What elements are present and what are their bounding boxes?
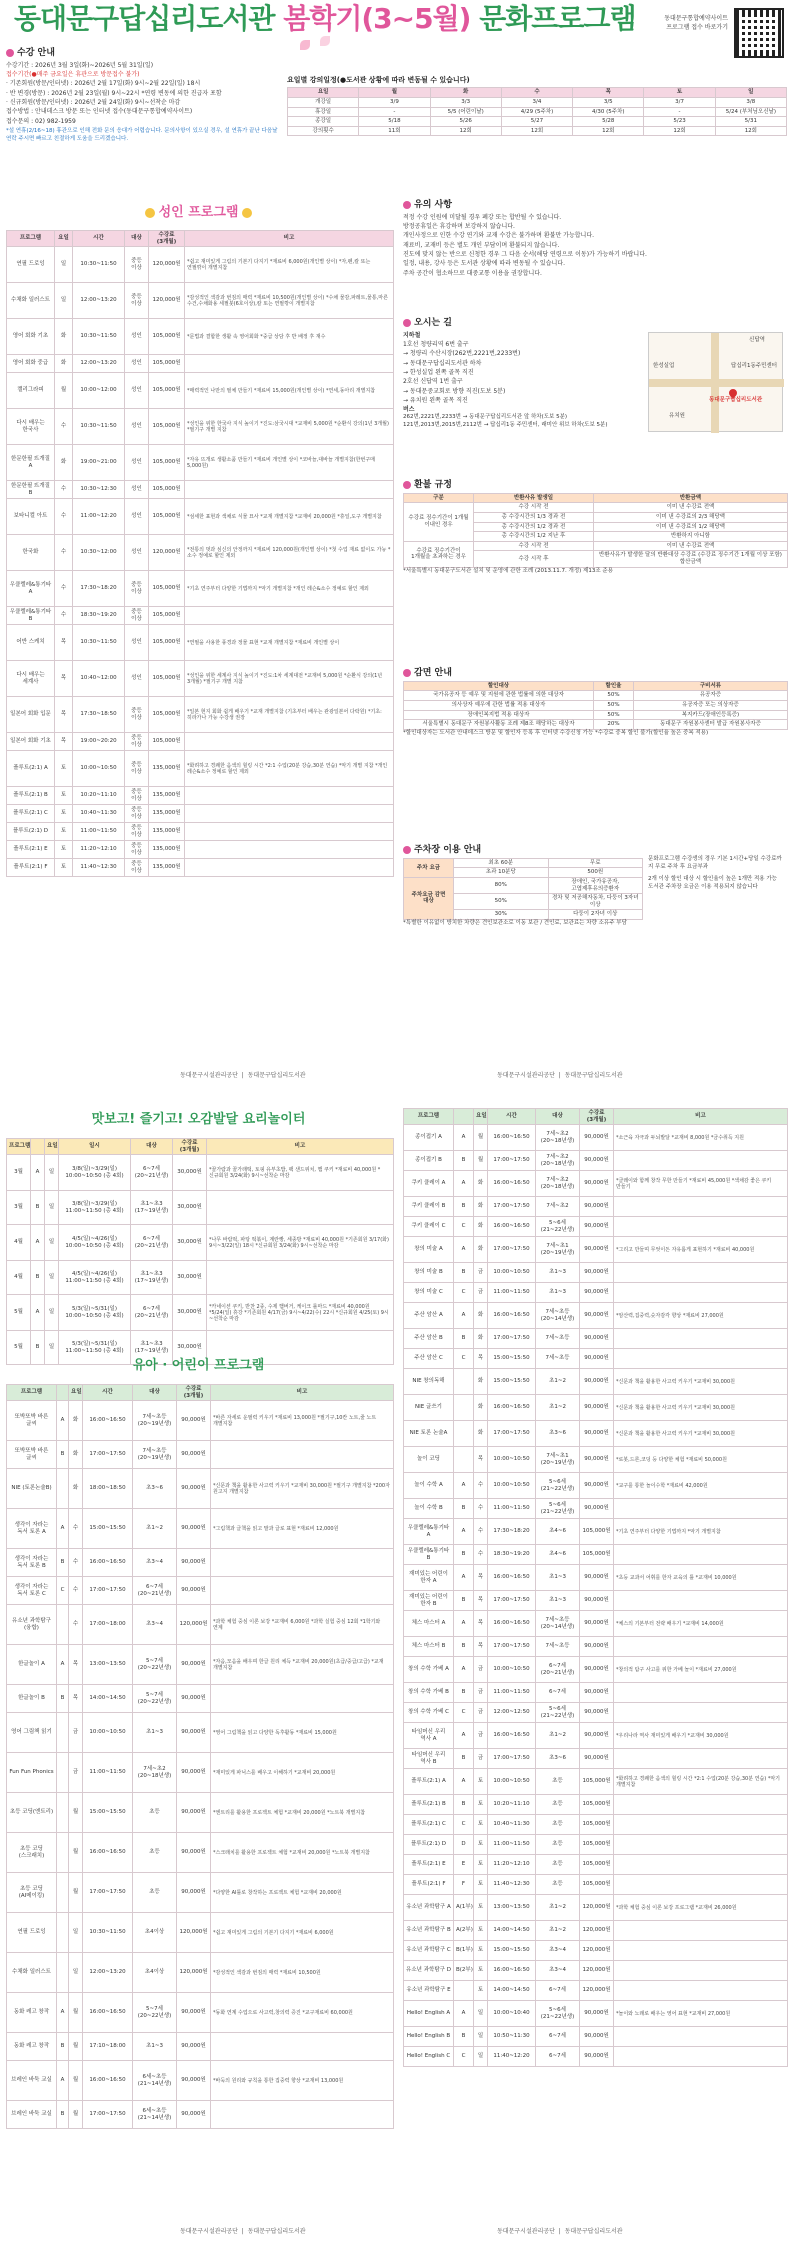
table-row: 연필 드로잉 일 10:30~11:50 초4이상 120,000원 *쉽고 재미있게 그림의 기본기 다지기 *재료비 6,000원 [7, 1913, 394, 1953]
table-row: 다시 배우는 한국사 수 10:30~11:50 성인 105,000원 *성인을 위한 한국사 지식 높이기 *진도:삼국시대 *교재비 5,000원 *순환식 강의(1년 3개월) *필기구 개별 지참 [7, 409, 394, 445]
table-row: 쿠키 클레이 B B 화 17:00~17:50 7세~초2 90,000원 [404, 1197, 788, 1217]
table-row: 타임머신 우리 역사 A A 금 16:00~16:50 초1~2 90,000원 *우리나라 역사 재미있게 배우기 *교재비 30,000원 [404, 1723, 788, 1749]
table-row: 한글놀이 A A 목 13:00~13:50 5~7세 (20~22년생) 90,000원 *자음,모음을 배우며 한글 원리 체득 *교재비 20,000원(초급/중급/고급) *교재 개별지참 [7, 1645, 394, 1685]
table-row: 플루트(2:1) A A 토 10:00~10:50 초등 105,000원 *화려하고 경쾌한 음색의 힐링 시간 *2:1 수업(20분 강습,30분 연습) *악기 개별지참 [404, 1769, 788, 1795]
table-row: 창의 수학 가베 C C 금 12:00~12:50 5~6세 (21~22년생) 90,000원 [404, 1703, 788, 1723]
table-row: 우클렐레&통기타 A A 수 17:30~18:20 초4~6 105,000원 *기초 연주부터 다양한 기법까지 *악기 개별지참 [404, 1519, 788, 1545]
table-row: 한글놀이 B B 목 14:00~14:50 5~7세 (20~22년생) 90,000원 [7, 1685, 394, 1713]
page-title: 동대문구답십리도서관 봄학기(3~5월) 문화프로그램 [14, 2, 636, 35]
table-row: 창의 수학 가베 B B 금 11:00~11:50 6~7세 90,000원 [404, 1683, 788, 1703]
location-pin-icon [403, 319, 411, 327]
table-row: 쿠키 클레이 C C 화 16:00~16:50 5~6세 (21~22년생) 90,000원 [404, 1217, 788, 1237]
table-row: 보타니컬 아트 수 11:00~12:20 성인 105,000원 *섬세한 표현과 색채로 식물 묘사 *교재 개별지참 *교재비 20,000원 *휴일,도구 개별지참 [7, 499, 394, 535]
location-map[interactable]: 동대문구답십리도서관 한성실업 답십리1동주민센터 신답역 유치원 [648, 332, 783, 432]
table-row: 수채화 일러스트 일 12:00~13:20 초4이상 120,000원 *감성적인 색감과 번짐의 매력 *재료비 10,500원 [7, 1953, 394, 1993]
table-row: 플루트(2:1) D 토 11:00~11:50 중등 이상 135,000원 [7, 823, 394, 841]
discount-box: 감면 안내 할인대상 할인율 구비서류 국가유공자 등 예우 및 지원에 관한 법률에 의한 대상자 50% 유공자증 의사상자 예우에 관한 법률 적용 대상자 50% 유공자증 또는 의상자증 장애인복지법 적용 대상자 50% 복지카드(장애인등록증) 서울특별시 동대문구 자원봉사활동 조례 제8조 해당하는 대상자 20% 동대문구 자원봉사센터 발급 자원봉사자증 *할인대상자는 도서관 안내데스크 방문 및 할인자 등록 후 인터넷 수강신청 가능 *수강료 중복 할인 불가(할인율 높은 중복 적용) [403, 668, 788, 738]
footer-logos: 동대문구시설관리공단 | 동대문구답십리도서관 [180, 1072, 306, 1079]
panel-info: 동대문구통합예약사이트 프로그램 접수 바로가기 요일별 강의일정(●도서관 상황에 따라 변동될 수 있습니다) 요일 월 화 수 목 토 일 개강일 3/9 3/3 3/4 3/5 3/7 3/8 휴강일 - 5/5 (어린이날) 4/29 (5주차) 4/30 (5주차) - 5/24 (부처님오신날) 종강일 5/18 5/26 5/27 5/28 5/23 5/31 강의횟수 11회 12회 12회 12회 12회 12회 유의 사항 적정 수강 인원에 미달될 경우 폐강 또는 합반될 수 있습니다. 방정공휴일은 휴강하며 보강하지 않습니다. 개인사정으로 인한 수강 연기와 교재 수강은 불가하며 환불만 가능합니다. 재료비, 교재비 등은 별도 개인 부담이며 환불되지 않습니다. 진도에 맞지 않는 반으로 신청한 경우 그 다음 순서(해당 연령으로 이동)가 가능하기 바랍니다. 일정, 내용, 강사 등은 도서관 상황에 따라 변동될 수 있습니다. 주차 공간이 협소하므로 대중교통 이용을 권장합니다. 오시는 길 지하철 1호선 청량리역 6번 출구 → 청량리 수산시장(262번,2221번,2233번) → 동대문구답십리도서관 하차 → 한성실업 왼쪽 골목 직진 2호선 신답역 1번 출구 → 동대문중교회로 방향 직진(도보 5분) → 유치원 왼쪽 골목 직진 버스 262번,2221번,2233번 → 동대문구답십리도서관 앞 하차(도보 5분) 121번,2013번,2015번,2112번 → 답십리1동 주민센터, 래미안 위브 하차(도보 5분) 동대문구답십리도서관 한성실업 답십리1동주민센터 신답역 유치원 환불 규정 구분 반환사유 발생일 반환금액 수강료 징수기간이 1개월 이내인 경우 수강 시작 전 이미 낸 수강료 전액 총 수강시간의 1/3 경과 전 이미 낸 수강료의 2/3 해당액 총 수강시간의 1/2 경과 전 이미 낸 수강료의 1/2 해당액 총 수강시간의 1/2 지난 후 반환하지 아니함 수강료 징수기간이 1개월을 초과하는 경우 수강 시작 전 이미 낸 수강료 전액 수강 시작 후 반환사유가 발생한 달의 반환대상 수강료 (수강료 징수기간 1개월 이상 포함) 합산금액 *서울특별시 동대문구도서관 설치 및 운영에 관한 조례 (2013.11.7. 개정) 제13조 준용 감면 안내 할인대상 할인율 구비서류 국가유공자 등 예우 및 지원에 관한 법률에 의한 대상자 50% 유공자증 의사상자 예우에 관한 법률 적용 대상자 50% 유공자증 또는 의상자증 장애인복지법 적용 대상자 50% 복지카드(장애인등록증) 서울특별시 동대문구 자원봉사활동 조례 제8조 해당하는 대상자 20% 동대문구 자원봉사센터 발급 자원봉사자증 *할인대상자는 도서관 안내데스크 방문 및 할인자 등록 후 인터넷 수강신청 가능 *수강료 중복 할인 불가(할인율 높은 중복 적용) 주차장 이용 안내 주차 요금 최초 60분 무료 초과 10분당 500원 주차요금 감면 대상 80% 장애인, 국가유공자, 고엽제후유의증환자 50% 경차 및 저공해자동차, 다둥이 3자녀 이상 30% 다둥이 2자녀 이상 문화프로그램 수강생의 경우 기본 1시간+당일 수강료까지 무료 주차 후 요금부과 2개 이상 할인 대상 시 할인율이 높은 1개만 적용 가능 도서관 주차장 요금은 이용 적용되지 않습니다 *특별한 이유없이 방치한 차량은 견인보관소로 이동 보관 / 견인료, 보관료는 차량 소유주 부담 동대문구시설관리공단 | 동대문구답십리도서관 [397, 0, 794, 1090]
table-row: 우클렐레&통기타 A 수 17:30~18:20 중등 이상 105,000원 *기초 연주부터 다양한 기법까지 *악기 개별지참 *개인 레슨&소수 정예로 할인 제외 [7, 571, 394, 607]
table-row: 재미있는 어린이 한자 A A 목 16:00~16:50 초1~3 90,000원 *초등 교과서 어휘를 한자 교육의 틀 *교재비 10,000원 [404, 1565, 788, 1591]
kids-band: 유아 · 어린이 프로그램 [132, 1358, 265, 1373]
table-row: 유소년 과학탐구 A A(1부) 토 13:00~13:50 초1~2 120,000원 *과학 체험 중심 이론 보강 프로그램 *교재비 26,000원 [404, 1895, 788, 1921]
table-row: 창의 미술 B B 금 10:00~10:50 초1~3 90,000원 [404, 1263, 788, 1283]
table-row: 3월 A 일 3/8(일)~3/29(일) 10:00~10:50 (총 4회) 6~7세 (20~21년생) 30,000원 *꿀가람과 꿀가래떡, 토핑 유부초밥, 팩 샌드위치, 햄 쿠키 *재료비 40,000원 *신규회원 3/24(화) 9시~선착순 마감 [7, 1155, 394, 1191]
refund-icon [403, 481, 411, 489]
table-row: 체스 마스터 B B 목 17:00~17:50 7세~초등 90,000원 [404, 1637, 788, 1657]
table-row: 플루트(2:1) F 토 11:40~12:30 중등 이상 135,000원 [7, 859, 394, 877]
table-row: 또박또박 바른 글씨 A 화 16:00~16:50 7세~초등 (20~19년생) 90,000원 *바른 자세로 운필력 키우기 *재료비 13,000원 *필기구,10칸 노트,줄 노트 개별지참 [7, 1401, 394, 1441]
table-row: NIE 글쓰기 화 16:00~16:50 초1~2 90,000원 *신문과 책을 활용한 사고력 키우기 *교재비 30,000원 [404, 1395, 788, 1421]
parking-icon [403, 846, 411, 854]
right-table: 프로그램 요일 시간 대상 수강료 (3개월) 비고 종이접기 A A 월 16:00~16:50 7세~초2 (20~18년생) 90,000원 *소근육 자극과 두뇌발달 *교재비 8,000원 *금수취득 지원 종이접기 B B 월 17:00~17:50 7세~초2 (20~18년생) 90,000원 쿠키 클레이 A A 화 16:00~16:50 7세~초2 (20~18년생) 90,000원 *클레이와 함께 창작 무한 만들기 *재료비 45,000원 *색채감 좋은 쿠키 만들기 쿠키 클레이 B B 화 17:00~17:50 7세~초2 90,000원 쿠키 클레이 C C 화 16:00~16:50 5~6세 (21~22년생) 90,000원 창의 미술 A A 화 17:00~17:50 7세~초1 (20~19년생) 90,000원 *그리고 만들며 무엇이든 자유롭게 표현하기 *재료비 40,000원 창의 미술 B B 금 10:00~10:50 초1~3 90,000원 창의 미술 C C 금 11:00~11:50 초1~3 90,000원 주산 암산 A A 화 16:00~16:50 7세~초등 (20~14년생) 90,000원 *암산력,집중력,숫자감각 향상 *재료비 27,000원 주산 암산 B B 화 17:00~17:50 7세~초등 90,000원 주산 암산 C C 목 15:00~15:50 7세~초등 90,000원 NIE 창의독해 화 15:00~15:50 초1~2 90,000원 *신문과 책을 활용한 사고력 키우기 *교재비 30,000원 NIE 글쓰기 화 16:00~16:50 초1~2 90,000원 *신문과 책을 활용한 사고력 키우기 *교재비 30,000원 NIE 토론 논술A 화 17:00~17:50 초3~6 90,000원 *신문과 책을 활용한 사고력 키우기 *교재비 30,000원 놀이 코딩 목 10:00~10:50 7세~초1 (20~19년생) 90,000원 *로봇,드론,코딩 등 다양한 체험 *재료비 50,000원 놀이 수학 A A 수 10:00~10:50 5~6세 (21~22년생) 90,000원 *교구를 통한 놀이수학 *재료비 42,000원 놀이 수학 B B 수 11:00~11:50 5~6세 (21~22년생) 90,000원 우클렐레&통기타 A A 수 17:30~18:20 초4~6 105,000원 *기초 연주부터 다양한 기법까지 *악기 개별지참 우클렐레&통기타 B B 수 18:30~19:20 초4~6 105,000원 재미있는 어린이 한자 A A 목 16:00~16:50 초1~3 90,000원 *초등 교과서 어휘를 한자 교육의 틀 *교재비 10,000원 재미있는 어린이 한자 B B 목 17:00~17:50 초1~3 90,000원 체스 마스터 A A 목 16:00~16:50 7세~초등 (20~14년생) 90,000원 *체스의 기본부터 전략 배우기 *교재비 14,000원 체스 마스터 B B 목 17:00~17:50 7세~초등 90,000원 창의 수학 가베 A A 금 10:00~10:50 6~7세 (20~21년생) 90,000원 *창의적 탐구 사고를 위한 가베 놀이 *재료비 27,000원 창의 수학 가베 B B 금 11:00~11:50 6~7세 90,000원 창의 수학 가베 C C 금 12:00~12:50 5~6세 (21~22년생) 90,000원 타임머신 우리 역사 A A 금 16:00~16:50 초1~2 90,000원 *우리나라 역사 재미있게 배우기 *교재비 30,000원 타임머신 우리 역사 B B 금 17:00~17:50 초3~6 90,000원 플루트(2:1) A A 토 10:00~10:50 초등 105,000원 *화려하고 경쾌한 음색의 힐링 시간 *2:1 수업(20분 강습,30분 연습) *악기 개별지참 플루트(2:1) B B 토 10:20~11:10 초등 105,000원 플루트(2:1) C C 토 10:40~11:30 초등 105,000원 플루트(2:1) D D 토 11:00~11:50 초등 105,000원 플루트(2:1) E E 토 11:20~12:10 초등 105,000원 플루트(2:1) F F 토 11:40~12:30 초등 105,000원 유소년 과학탐구 A A(1부) 토 13:00~13:50 초1~2 120,000원 *과학 체험 중심 이론 보강 프로그램 *교재비 26,000원 유소년 과학탐구 B A(2부) 토 14:00~14:50 초1~2 120,000원 유소년 과학탐구 C B(1부) 토 15:00~15:50 초3~4 120,000원 유소년 과학탐구 D B(2부) 토 16:00~16:50 초3~4 120,000원 유소년 과학탐구 E 토 14:00~14:50 6~7세 120,000원 Hello! English A A 일 10:00~10:40 5~6세 (21~22년생) 90,000원 *놀이와 노래로 배우는 영어 표현 *교재비 27,000원 Hello! English B B 일 10:50~11:30 6~7세 90,000원 Hello! English C C 일 11:40~12:20 6~7세 90,000원 [403, 1108, 788, 2067]
table-row: 놀이 수학 B B 수 11:00~11:50 5~6세 (21~22년생) 90,000원 [404, 1499, 788, 1519]
table-row: 플루트(2:1) E 토 11:20~12:10 중등 이상 135,000원 [7, 841, 394, 859]
table-row: NIE (토론논술B) 화 18:00~18:50 초3~6 90,000원 *신문과 책을 활용한 사고력 키우기 *교재비 30,000원 *필기구 개별지참 *200자 원고지 개별지참 [7, 1469, 394, 1509]
table-row: 영어 회화 기초 화 10:30~11:50 성인 105,000원 *문법과 결합한 생활 속 영어회화 *중급 상담 후 반 배정 후 재수 [7, 319, 394, 355]
table-row: 일본어 회화 기초 목 19:00~20:20 중등 이상 105,000원 [7, 733, 394, 751]
table-row: 플루트(2:1) B B 토 10:20~11:10 초등 105,000원 [404, 1795, 788, 1815]
directions-box: 오시는 길 지하철 1호선 청량리역 6번 출구 → 청량리 수산시장(262번,2221번,2233번) → 동대문구답십리도서관 하차 → 한성실업 왼쪽 골목 직진 2호선 신답역 1번 출구 → 동대문중교회로 방향 직진(도보 5분) → 유치원 왼쪽 골목 직진 버스 262번,2221번,2233번 → 동대문구답십리도서관 앞 하차(도보 5분) 121번,2013번,2015번,2112번 → 답십리1동 주민센터, 래미안 위브 하차(도보 5분) 동대문구답십리도서관 한성실업 답십리1동주민센터 신답역 유치원 [403, 318, 788, 478]
table-row: Fun Fun Phonics 금 11:00~11:50 7세~초2 (20~18년생) 90,000원 *재미있게 파닉스를 배우고 이해하기 *교재비 20,000원 [7, 1753, 394, 1793]
table-row: 플루트(2:1) C 토 10:40~11:30 중등 이상 135,000원 [7, 805, 394, 823]
table-row: 캘리그라피 월 10:00~12:00 성인 105,000원 *매력적인 나만의 필체 만들기 *재료비 15,000원(개인별 상이) *연세,동아리 개별지참 [7, 373, 394, 409]
refund-box: 환불 규정 구분 반환사유 발생일 반환금액 수강료 징수기간이 1개월 이내인 경우 수강 시작 전 이미 낸 수강료 전액 총 수강시간의 1/3 경과 전 이미 낸 수강료의 2/3 해당액 총 수강시간의 1/2 경과 전 이미 낸 수강료의 1/2 해당액 총 수강시간의 1/2 지난 후 반환하지 아니함 수강료 징수기간이 1개월을 초과하는 경우 수강 시작 전 이미 낸 수강료 전액 수강 시작 후 반환사유가 발생한 달의 반환대상 수강료 (수강료 징수기간 1개월 이상 포함) 합산금액 *서울특별시 동대문구도서관 설치 및 운영에 관한 조례 (2013.11.7. 개정) 제13조 준용 [403, 480, 788, 576]
table-row: 우클렐레&통기타 B B 수 18:30~19:20 초4~6 105,000원 [404, 1545, 788, 1565]
table-row: 놀이 수학 A A 수 10:00~10:50 5~6세 (21~22년생) 90,000원 *교구를 통한 놀이수학 *재료비 42,000원 [404, 1473, 788, 1499]
table-row: 한문한필 뜨개질 A 화 19:00~21:00 성인 105,000원 *자유 뜨개로 생활소품 만들기 *재료비 개인별 상이 *코바늘,대바늘 개별지참(한번구매 5,000원) [7, 445, 394, 481]
adult-table: 프로그램 요일 시간 대상 수강료 (3개월) 비고 연필 드로잉 일 10:30~11:50 중등 이상 120,000원 *쉽고 재미있게 그림의 기본기 다지기 *재료비 6,000원(개인별 상이) *자,펜,칼 또는 연필깎이 개별지참 수채화 일러스트 일 12:00~13:20 중등 이상 120,000원 *감성적인 색감과 번짐의 매력 *재료비 10,500원(개인별 상이) *수채 물감,파레트,물통,마른 수건,수채화용 세필붓(6호이상),칼 또는 연필깎이 개별지참 영어 회화 기초 화 10:30~11:50 성인 105,000원 *문법과 결합한 생활 속 영어회화 *중급 상담 후 반 배정 후 재수 영어 회화 중급 화 12:00~13:20 성인 105,000원 캘리그라피 월 10:00~12:00 성인 105,000원 *매력적인 나만의 필체 만들기 *재료비 15,000원(개인별 상이) *연세,동아리 개별지참 다시 배우는 한국사 수 10:30~11:50 성인 105,000원 *성인을 위한 한국사 지식 높이기 *진도:삼국시대 *교재비 5,000원 *순환식 강의(1년 3개월) *필기구 개별 지참 한문한필 뜨개질 A 화 19:00~21:00 성인 105,000원 *자유 뜨개로 생활소품 만들기 *재료비 개인별 상이 *코바늘,대바늘 개별지참(한번구매 5,000원) 한문한필 뜨개질 B 수 10:30~12:30 성인 105,000원 보타니컬 아트 수 11:00~12:20 성인 105,000원 *섬세한 표현과 색채로 식물 묘사 *교재 개별지참 *교재비 20,000원 *휴일,도구 개별지참 한국화 수 10:30~12:00 성인 120,000원 *전통의 멋과 심신의 안정까지 *재료비 120,000원(개인별 상이) *첫 수업 재료 없이도 가능 *소수 정예로 할인 제외 우클렐레&통기타 A 수 17:30~18:20 중등 이상 105,000원 *기초 연주부터 다양한 기법까지 *악기 개별지참 *개인 레슨&소수 정예로 할인 제외 우클렐레&통기타 B 수 18:30~19:20 중등 이상 105,000원 어반 스케치 목 10:30~11:50 성인 105,000원 *연필을 사용한 풍경과 정물 표현 *교재 개별지참 *재료비 개인별 상이 다시 배우는 세계사 목 10:40~12:00 성인 105,000원 *성인을 위한 세계사 지식 높이기 *진도:1차 세계대전 *교재비 5,000원 *순환식 강의(1년 3개월) *필기구 개별 지참 일본어 회화 입문 목 17:30~18:50 중등 이상 105,000원 *일본 현지 회화 쉽게 배우기 *교재 개별지참 (기초부터 배우는 관광일본어 다락원) *기초:히라가나 가능 수강생 권장 일본어 회화 기초 목 19:00~20:20 중등 이상 105,000원 플루트(2:1) A 토 10:00~10:50 중등 이상 135,000원 *화려하고 경쾌한 음색의 힐링 시간 *2:1 수업(20분 강습,30분 연습) *악기 개별 지참 *개인 레슨&소수 정예로 할인 제외 플루트(2:1) B 토 10:20~11:10 중등 이상 135,000원 플루트(2:1) C 토 10:40~11:30 중등 이상 135,000원 플루트(2:1) D 토 11:00~11:50 중등 이상 135,000원 플루트(2:1) E 토 11:20~12:10 중등 이상 135,000원 플루트(2:1) F 토 11:40~12:30 중등 이상 135,000원 [6, 230, 394, 877]
table-row: 타임머신 우리 역사 B B 금 17:00~17:50 초3~6 90,000원 [404, 1749, 788, 1769]
table-row: Hello! English A A 일 10:00~10:40 5~6세 (21~22년생) 90,000원 *놀이와 노래로 배우는 영어 표현 *교재비 27,000원 [404, 2001, 788, 2027]
table-row: 5월 A 일 5/3(일)~5/31(일) 10:00~10:50 (총 4회) 6~7세 (20~21년생) 30,000원 *카네이션 쿠키, 반찬 2종, 수제 햄버거, 케이크 롤마드 *재료비 40,000원 *5/24(일) 휴강 *기존회원 4/17(금) 9시~4/22(수) 22시 *신규회원 4/25(토) 9시~선착순 마감 [7, 1295, 394, 1331]
table-row: 어반 스케치 목 10:30~11:50 성인 105,000원 *연필을 사용한 풍경과 정물 표현 *교재 개별지참 *재료비 개인별 상이 [7, 625, 394, 661]
discount-icon [403, 669, 411, 677]
table-row: 3월 B 일 3/8(일)~3/29(일) 11:00~11:50 (총 4회) 초1~초3 (17~19년생) 30,000원 [7, 1191, 394, 1225]
table-row: 창의 미술 C C 금 11:00~11:50 초1~3 90,000원 [404, 1283, 788, 1303]
table-row: 연필 드로잉 일 10:30~11:50 중등 이상 120,000원 *쉽고 재미있게 그림의 기본기 다지기 *재료비 6,000원(개인별 상이) *자,펜,칼 또는 연필깎이 개별지참 [7, 247, 394, 283]
table-row: 4월 A 일 4/5(일)~4/26(일) 10:00~10:50 (총 4회) 6~7세 (20~21년생) 30,000원 *나무 바람떡, 파탕 떡볶이, 계란빵, 세종방 *재료비 40,000원 *기존회원 3/17(화) 9시~3/22(일) 18시 *신규회원 3/24(화) 9시~선착순 마감 [7, 1225, 394, 1261]
table-row: 우클렐레&통기타 B 수 18:30~19:20 중등 이상 105,000원 [7, 607, 394, 625]
table-row: 주산 암산 B B 화 17:00~17:50 7세~초등 90,000원 [404, 1329, 788, 1349]
table-row: 유소년 과학탐구(융합) 수 17:00~18:00 초3~4 120,000원 *과학 체험 중심 이론 보강 *교재비 6,000원 *과학 실험 중심 12회 *1학기와 연계 [7, 1605, 394, 1645]
table-row: 창의 수학 가베 A A 금 10:00~10:50 6~7세 (20~21년생) 90,000원 *창의적 탐구 사고를 위한 가베 놀이 *재료비 27,000원 [404, 1657, 788, 1683]
table-row: 유소년 과학탐구 B A(2부) 토 14:00~14:50 초1~2 120,000원 [404, 1921, 788, 1941]
notes-list: 적정 수강 인원에 미달될 경우 폐강 또는 합반될 수 있습니다. 방정공휴일은 휴강하며 보강하지 않습니다. 개인사정으로 인한 수강 연기와 교재 수강은 불가하며 환불만 가능합니다. 재료비, 교재비 등은 별도 개인 부담이며 환불되지 않습니다. 진도에 맞지 않는 반으로 신청한 경우 그 다음 순서(해당 연령으로 이동)가 가능하기 바랍니다. 일정, 내용, 강사 등은 도서관 상황에 따라 변동될 수 있습니다. 주차 공간이 협소하므로 대중교통 이용을 권장합니다. [403, 213, 647, 277]
info-list: 수강기간 : 2026년 3월 3일(화)~2026년 5월 31일(일) 접수기간(●매주 금요일은 휴관으로 방문접수 불가) · 기존회원(방문/인터넷) : 2026년 2월 17일(화) 9시~2월 22일(일) 18시 · 반 변경(방문) : 2026년 2월 23일(월) 9시~22시 *연령 변동에 의한 진급자 포함 · 신규회원(방문/인터넷) : 2026년 2월 24일(화) 9시~선착순 마감 접수방법 : 안내데스크 방문 또는 인터넷 접수(동대문구통합예약사이트) 접수문의 : 02) 982-1959 [6, 61, 222, 125]
cook-table: 프로그램 요일 일시 대상 수강료 (3개월) 비고 3월 A 일 3/8(일)~3/29(일) 10:00~10:50 (총 4회) 6~7세 (20~21년생) 30,000원 *꿀가람과 꿀가래떡, 토핑 유부초밥, 팩 샌드위치, 햄 쿠키 *재료비 40,000원 *신규회원 3/24(화) 9시~선착순 마감 3월 B 일 3/8(일)~3/29(일) 11:00~11:50 (총 4회) 초1~초3 (17~19년생) 30,000원 4월 A 일 4/5(일)~4/26(일) 10:00~10:50 (총 4회) 6~7세 (20~21년생) 30,000원 *나무 바람떡, 파탕 떡볶이, 계란빵, 세종방 *재료비 40,000원 *기존회원 3/17(화) 9시~3/22(일) 18시 *신규회원 3/24(화) 9시~선착순 마감 4월 B 일 4/5(일)~4/26(일) 11:00~11:50 (총 4회) 초1~초3 (17~19년생) 30,000원 5월 A 일 5/3(일)~5/31(일) 10:00~10:50 (총 4회) 6~7세 (20~21년생) 30,000원 *카네이션 쿠키, 반찬 2종, 수제 햄버거, 케이크 롤마드 *재료비 40,000원 *5/24(일) 휴강 *기존회원 4/17(금) 9시~4/22(수) 22시 *신규회원 4/25(토) 9시~선착순 마감 5월 B 일 5/3(일)~5/31(일) 11:00~11:50 (총 4회) 초1~초3 (17~19년생) 30,000원 [6, 1138, 394, 1365]
schedule-row: 개강일 3/9 3/3 3/4 3/5 3/7 3/8 [288, 97, 787, 107]
table-row: 수채화 일러스트 일 12:00~13:20 중등 이상 120,000원 *감성적인 색감과 번짐의 매력 *재료비 10,500원(개인별 상이) *수채 물감,파레트,물통,마른 수건,수채화용 세필붓(6호이상),칼 또는 연필깎이 개별지참 [7, 283, 394, 319]
panel-kids: 맛보고! 즐기고! 오감발달 요리놀이터 프로그램 요일 일시 대상 수강료 (3개월) 비고 3월 A 일 3/8(일)~3/29(일) 10:00~10:50 (총 4회) 6~7세 (20~21년생) 30,000원 *꿀가람과 꿀가래떡, 토핑 유부초밥, 팩 샌드위치, 햄 쿠키 *재료비 40,000원 *신규회원 3/24(화) 9시~선착순 마감 3월 B 일 3/8(일)~3/29(일) 11:00~11:50 (총 4회) 초1~초3 (17~19년생) 30,000원 4월 A 일 4/5(일)~4/26(일) 10:00~10:50 (총 4회) 6~7세 (20~21년생) 30,000원 *나무 바람떡, 파탕 떡볶이, 계란빵, 세종방 *재료비 40,000원 *기존회원 3/17(화) 9시~3/22(일) 18시 *신규회원 3/24(화) 9시~선착순 마감 4월 B 일 4/5(일)~4/26(일) 11:00~11:50 (총 4회) 초1~초3 (17~19년생) 30,000원 5월 A 일 5/3(일)~5/31(일) 10:00~10:50 (총 4회) 6~7세 (20~21년생) 30,000원 *카네이션 쿠키, 반찬 2종, 수제 햄버거, 케이크 롤마드 *재료비 40,000원 *5/24(일) 휴강 *기존회원 4/17(금) 9시~4/22(수) 22시 *신규회원 4/25(토) 9시~선착순 마감 5월 B 일 5/3(일)~5/31(일) 11:00~11:50 (총 4회) 초1~초3 (17~19년생) 30,000원 유아 · 어린이 프로그램 프로그램 요일 시간 대상 수강료 (3개월) 비고 또박또박 바른 글씨 A 화 16:00~16:50 7세~초등 (20~19년생) 90,000원 *바른 자세로 운필력 키우기 *재료비 13,000원 *필기구,10칸 노트,줄 노트 개별지참 또박또박 바른 글씨 B 화 17:00~17:50 7세~초등 (20~19년생) 90,000원 NIE (토론논술B) 화 18:00~18:50 초3~6 90,000원 *신문과 책을 활용한 사고력 키우기 *교재비 30,000원 *필기구 개별지참 *200자 원고지 개별지참 생각이 자라는 독서 토론 A A 수 15:00~15:50 초1~2 90,000원 *그림책과 글책을 읽고 말과 글로 표현 *재료비 12,000원 생각이 자라는 독서 토론 B B 수 16:00~16:50 초3~4 90,000원 생각이 자라는 독서 토론 C C 수 17:00~17:50 6~7세 (20~21년생) 90,000원 유소년 과학탐구(융합) 수 17:00~18:00 초3~4 120,000원 *과학 체험 중심 이론 보강 *교재비 6,000원 *과학 실험 중심 12회 *1학기와 연계 한글놀이 A A 목 13:00~13:50 5~7세 (20~22년생) 90,000원 *자음,모음을 배우며 한글 원리 체득 *교재비 20,000원(초급/중급/고급) *교재 개별지참 한글놀이 B B 목 14:00~14:50 5~7세 (20~22년생) 90,000원 영어 그림책 읽기 금 10:00~10:50 초1~3 90,000원 *영어 그림책을 읽고 다양한 독후활동 *재료비 15,000원 Fun Fun Phonics 금 11:00~11:50 7세~초2 (20~18년생) 90,000원 *재미있게 파닉스를 배우고 이해하기 *교재비 20,000원 초등 코딩(엔트리) 월 15:00~15:50 초등 90,000원 *엔트리를 활용한 프로젝트 체험 *교재비 20,000원 *노트북 개별지참 초등 코딩(스크래치) 월 16:00~16:50 초등 90,000원 *스크래치를 활용한 프로젝트 체험 *교재비 20,000원 *노트북 개별지참 초등 코딩(AI메이킹) 월 17:00~17:50 초등 90,000원 *다양한 AI툴로 창작하는 프로젝트 체험 *교재비 20,000원 연필 드로잉 일 10:30~11:50 초4이상 120,000원 *쉽고 재미있게 그림의 기본기 다지기 *재료비 6,000원 수채화 일러스트 일 12:00~13:20 초4이상 120,000원 *감성적인 색감과 번짐의 매력 *재료비 10,500원 동화 레고 창작 A 월 16:00~16:50 5~7세 (20~22년생) 90,000원 *동화 연계 수업으로 사고력,창의력 증진 *교구재료비 60,000원 동화 레고 창작 B 월 17:10~18:00 초1~3 90,000원 브레인 바둑 교실 A 월 16:00~16:50 6세~초등 (21~14년생) 90,000원 *바둑의 원리와 규칙을 통한 집중력 향상 *교재비 13,000원 브레인 바둑 교실 B 월 17:00~17:50 6세~초등 (21~14년생) 90,000원 동대문구시설관리공단 | 동대문구답십리도서관 [0, 1100, 397, 2246]
table-row: 생각이 자라는 독서 토론 B B 수 16:00~16:50 초3~4 90,000원 [7, 1549, 394, 1577]
parking-box: 주차장 이용 안내 주차 요금 최초 60분 무료 초과 10분당 500원 주차요금 감면 대상 80% 장애인, 국가유공자, 고엽제후유의증환자 50% 경차 및 저공해자동차, 다둥이 3자녀 이상 30% 다둥이 2자녀 이상 문화프로그램 수강생의 경우 기본 1시간+당일 수강료까지 무료 주차 후 요금부과 2개 이상 할인 대상 시 할인율이 높은 1개만 적용 가능 도서관 주차장 요금은 이용 적용되지 않습니다 *특별한 이유없이 방치한 차량은 견인보관소로 이동 보관 / 견인료, 보관료는 차량 소유주 부담 [403, 845, 782, 926]
table-row: 체스 마스터 A A 목 16:00~16:50 7세~초등 (20~14년생) 90,000원 *체스의 기본부터 전략 배우기 *교재비 14,000원 [404, 1611, 788, 1637]
schedule-row: 종강일 5/18 5/26 5/27 5/28 5/23 5/31 [288, 117, 787, 127]
info-icon [6, 49, 14, 57]
kids-table: 프로그램 요일 시간 대상 수강료 (3개월) 비고 또박또박 바른 글씨 A 화 16:00~16:50 7세~초등 (20~19년생) 90,000원 *바른 자세로 운필력 키우기 *재료비 13,000원 *필기구,10칸 노트,줄 노트 개별지참 또박또박 바른 글씨 B 화 17:00~17:50 7세~초등 (20~19년생) 90,000원 NIE (토론논술B) 화 18:00~18:50 초3~6 90,000원 *신문과 책을 활용한 사고력 키우기 *교재비 30,000원 *필기구 개별지참 *200자 원고지 개별지참 생각이 자라는 독서 토론 A A 수 15:00~15:50 초1~2 90,000원 *그림책과 글책을 읽고 말과 글로 표현 *재료비 12,000원 생각이 자라는 독서 토론 B B 수 16:00~16:50 초3~4 90,000원 생각이 자라는 독서 토론 C C 수 17:00~17:50 6~7세 (20~21년생) 90,000원 유소년 과학탐구(융합) 수 17:00~18:00 초3~4 120,000원 *과학 체험 중심 이론 보강 *교재비 6,000원 *과학 실험 중심 12회 *1학기와 연계 한글놀이 A A 목 13:00~13:50 5~7세 (20~22년생) 90,000원 *자음,모음을 배우며 한글 원리 체득 *교재비 20,000원(초급/중급/고급) *교재 개별지참 한글놀이 B B 목 14:00~14:50 5~7세 (20~22년생) 90,000원 영어 그림책 읽기 금 10:00~10:50 초1~3 90,000원 *영어 그림책을 읽고 다양한 독후활동 *재료비 15,000원 Fun Fun Phonics 금 11:00~11:50 7세~초2 (20~18년생) 90,000원 *재미있게 파닉스를 배우고 이해하기 *교재비 20,000원 초등 코딩(엔트리) 월 15:00~15:50 초등 90,000원 *엔트리를 활용한 프로젝트 체험 *교재비 20,000원 *노트북 개별지참 초등 코딩(스크래치) 월 16:00~16:50 초등 90,000원 *스크래치를 활용한 프로젝트 체험 *교재비 20,000원 *노트북 개별지참 초등 코딩(AI메이킹) 월 17:00~17:50 초등 90,000원 *다양한 AI툴로 창작하는 프로젝트 체험 *교재비 20,000원 연필 드로잉 일 10:30~11:50 초4이상 120,000원 *쉽고 재미있게 그림의 기본기 다지기 *재료비 6,000원 수채화 일러스트 일 12:00~13:20 초4이상 120,000원 *감성적인 색감과 번짐의 매력 *재료비 10,500원 동화 레고 창작 A 월 16:00~16:50 5~7세 (20~22년생) 90,000원 *동화 연계 수업으로 사고력,창의력 증진 *교구재료비 60,000원 동화 레고 창작 B 월 17:10~18:00 초1~3 90,000원 브레인 바둑 교실 A 월 16:00~16:50 6세~초등 (21~14년생) 90,000원 *바둑의 원리와 규칙을 통한 집중력 향상 *교재비 13,000원 브레인 바둑 교실 B 월 17:00~17:50 6세~초등 (21~14년생) 90,000원 [6, 1384, 394, 2129]
table-row: 플루트(2:1) F F 토 11:40~12:30 초등 105,000원 [404, 1875, 788, 1895]
table-row: 유소년 과학탐구 D B(2부) 토 16:00~16:50 초3~4 120,000원 [404, 1961, 788, 1981]
table-row: 플루트(2:1) C C 토 10:40~11:30 초등 105,000원 [404, 1815, 788, 1835]
table-row: 또박또박 바른 글씨 B 화 17:00~17:50 7세~초등 (20~19년생) 90,000원 [7, 1441, 394, 1469]
adult-band: 성인 프로그램 [0, 205, 397, 227]
table-row: 생각이 자라는 독서 토론 A A 수 15:00~15:50 초1~2 90,000원 *그림책과 글책을 읽고 말과 글로 표현 *재료비 12,000원 [7, 1509, 394, 1549]
table-row: 주산 암산 A A 화 16:00~16:50 7세~초등 (20~14년생) 90,000원 *암산력,집중력,숫자감각 향상 *재료비 27,000원 [404, 1303, 788, 1329]
table-row: 브레인 바둑 교실 B 월 17:00~17:50 6세~초등 (21~14년생) 90,000원 [7, 2101, 394, 2129]
table-row: 영어 회화 중급 화 12:00~13:20 성인 105,000원 [7, 355, 394, 373]
table-row: 4월 B 일 4/5(일)~4/26(일) 11:00~11:50 (총 4회) 초1~초3 (17~19년생) 30,000원 [7, 1261, 394, 1295]
table-row: 초등 코딩(AI메이킹) 월 17:00~17:50 초등 90,000원 *다양한 AI툴로 창작하는 프로젝트 체험 *교재비 20,000원 [7, 1873, 394, 1913]
notes-box: 유의 사항 적정 수강 인원에 미달될 경우 폐강 또는 합반될 수 있습니다. 방정공휴일은 휴강하며 보강하지 않습니다. 개인사정으로 인한 수강 연기와 교재 수강은 불가하며 환불만 가능합니다. 재료비, 교재비 등은 별도 개인 부담이며 환불되지 않습니다. 진도에 맞지 않는 반으로 신청한 경우 그 다음 순서(해당 연령으로 이동)가 가능하기 바랍니다. 일정, 내용, 강사 등은 도서관 상황에 따라 변동될 수 있습니다. 주차 공간이 협소하므로 대중교통 이용을 권장합니다. [403, 200, 788, 278]
table-row: 초등 코딩(스크래치) 월 16:00~16:50 초등 90,000원 *스크래치를 활용한 프로젝트 체험 *교재비 20,000원 *노트북 개별지참 [7, 1833, 394, 1873]
table-row: 한국화 수 10:30~12:00 성인 120,000원 *전통의 멋과 심신의 안정까지 *재료비 120,000원(개인별 상이) *첫 수업 재료 없이도 가능 *소수 정예로 할인 제외 [7, 535, 394, 571]
schedule-row: 휴강일 - 5/5 (어린이날) 4/29 (5주차) 4/30 (5주차) - 5/24 (부처님오신날) [288, 107, 787, 117]
warning-icon [403, 201, 411, 209]
logo-library: 동대문구답십리도서관 [247, 1072, 306, 1079]
table-row: Hello! English C C 일 11:40~12:20 6~7세 90,000원 [404, 2047, 788, 2067]
table-row: 종이접기 B B 월 17:00~17:50 7세~초2 (20~18년생) 90,000원 [404, 1151, 788, 1171]
table-row: 동화 레고 창작 B 월 17:10~18:00 초1~3 90,000원 [7, 2033, 394, 2061]
cook-band: 맛보고! 즐기고! 오감발달 요리놀이터 [91, 1112, 306, 1127]
schedule-box: 요일별 강의일정(●도서관 상황에 따라 변동될 수 있습니다) 요일 월 화 수 목 토 일 개강일 3/9 3/3 3/4 3/5 3/7 3/8 휴강일 - 5/5 (어린이날) 4/29 (5주차) 4/30 (5주차) - 5/24 (부처님오신날) 종강일 5/18 5/26 5/27 5/28 5/23 5/31 강의횟수 11회 12회 12회 12회 12회 12회 [287, 76, 787, 136]
info-box: 수강 안내 수강기간 : 2026년 3월 3일(화)~2026년 5월 31일(일) 접수기간(●매주 금요일은 휴관으로 방문접수 불가) · 기존회원(방문/인터넷) : 2026년 2월 17일(화) 9시~2월 22일(일) 18시 · 반 변경(방문) : 2026년 2월 23일(월) 9시~22시 *연령 변동에 의한 진급자 포함 · 신규회원(방문/인터넷) : 2026년 2월 24일(화) 9시~선착순 마감 접수방법 : 안내데스크 방문 또는 인터넷 접수(동대문구통합예약사이트) 접수문의 : 02) 982-1959 *설 연휴(2/16~18) 휴관으로 인해 전화 문의 응대가 어렵습니다. 문의사항이 있으실 경우, 설 연휴가 끝난 다음날 연락 주시면 빠르고 친절하게 도움을 드리겠습니다. [6, 48, 278, 142]
table-row: 유소년 과학탐구 C B(1부) 토 15:00~15:50 초3~4 120,000원 [404, 1941, 788, 1961]
table-row: NIE 창의독해 화 15:00~15:50 초1~2 90,000원 *신문과 책을 활용한 사고력 키우기 *교재비 30,000원 [404, 1369, 788, 1395]
table-row: 5월 B 일 5/3(일)~5/31(일) 11:00~11:50 (총 4회) 초1~초3 (17~19년생) 30,000원 [7, 1331, 394, 1365]
table-row: NIE 토론 논술A 화 17:00~17:50 초3~6 90,000원 *신문과 책을 활용한 사고력 키우기 *교재비 30,000원 [404, 1421, 788, 1447]
table-row: 다시 배우는 세계사 목 10:40~12:00 성인 105,000원 *성인을 위한 세계사 지식 높이기 *진도:1차 세계대전 *교재비 5,000원 *순환식 강의(1년 3개월) *필기구 개별 지참 [7, 661, 394, 697]
table-row: 유소년 과학탐구 E 토 14:00~14:50 6~7세 120,000원 [404, 1981, 788, 2001]
table-row: 창의 미술 A A 화 17:00~17:50 7세~초1 (20~19년생) 90,000원 *그리고 만들며 무엇이든 자유롭게 표현하기 *재료비 40,000원 [404, 1237, 788, 1263]
panel-right: 프로그램 요일 시간 대상 수강료 (3개월) 비고 종이접기 A A 월 16:00~16:50 7세~초2 (20~18년생) 90,000원 *소근육 자극과 두뇌발달 *교재비 8,000원 *금수취득 지원 종이접기 B B 월 17:00~17:50 7세~초2 (20~18년생) 90,000원 쿠키 클레이 A A 화 16:00~16:50 7세~초2 (20~18년생) 90,000원 *클레이와 함께 창작 무한 만들기 *재료비 45,000원 *색채감 좋은 쿠키 만들기 쿠키 클레이 B B 화 17:00~17:50 7세~초2 90,000원 쿠키 클레이 C C 화 16:00~16:50 5~6세 (21~22년생) 90,000원 창의 미술 A A 화 17:00~17:50 7세~초1 (20~19년생) 90,000원 *그리고 만들며 무엇이든 자유롭게 표현하기 *재료비 40,000원 창의 미술 B B 금 10:00~10:50 초1~3 90,000원 창의 미술 C C 금 11:00~11:50 초1~3 90,000원 주산 암산 A A 화 16:00~16:50 7세~초등 (20~14년생) 90,000원 *암산력,집중력,숫자감각 향상 *재료비 27,000원 주산 암산 B B 화 17:00~17:50 7세~초등 90,000원 주산 암산 C C 목 15:00~15:50 7세~초등 90,000원 NIE 창의독해 화 15:00~15:50 초1~2 90,000원 *신문과 책을 활용한 사고력 키우기 *교재비 30,000원 NIE 글쓰기 화 16:00~16:50 초1~2 90,000원 *신문과 책을 활용한 사고력 키우기 *교재비 30,000원 NIE 토론 논술A 화 17:00~17:50 초3~6 90,000원 *신문과 책을 활용한 사고력 키우기 *교재비 30,000원 놀이 코딩 목 10:00~10:50 7세~초1 (20~19년생) 90,000원 *로봇,드론,코딩 등 다양한 체험 *재료비 50,000원 놀이 수학 A A 수 10:00~10:50 5~6세 (21~22년생) 90,000원 *교구를 통한 놀이수학 *재료비 42,000원 놀이 수학 B B 수 11:00~11:50 5~6세 (21~22년생) 90,000원 우클렐레&통기타 A A 수 17:30~18:20 초4~6 105,000원 *기초 연주부터 다양한 기법까지 *악기 개별지참 우클렐레&통기타 B B 수 18:30~19:20 초4~6 105,000원 재미있는 어린이 한자 A A 목 16:00~16:50 초1~3 90,000원 *초등 교과서 어휘를 한자 교육의 틀 *교재비 10,000원 재미있는 어린이 한자 B B 목 17:00~17:50 초1~3 90,000원 체스 마스터 A A 목 16:00~16:50 7세~초등 (20~14년생) 90,000원 *체스의 기본부터 전략 배우기 *교재비 14,000원 체스 마스터 B B 목 17:00~17:50 7세~초등 90,000원 창의 수학 가베 A A 금 10:00~10:50 6~7세 (20~21년생) 90,000원 *창의적 탐구 사고를 위한 가베 놀이 *재료비 27,000원 창의 수학 가베 B B 금 11:00~11:50 6~7세 90,000원 창의 수학 가베 C C 금 12:00~12:50 5~6세 (21~22년생) 90,000원 타임머신 우리 역사 A A 금 16:00~16:50 초1~2 90,000원 *우리나라 역사 재미있게 배우기 *교재비 30,000원 타임머신 우리 역사 B B 금 17:00~17:50 초3~6 90,000원 플루트(2:1) A A 토 10:00~10:50 초등 105,000원 *화려하고 경쾌한 음색의 힐링 시간 *2:1 수업(20분 강습,30분 연습) *악기 개별지참 플루트(2:1) B B 토 10:20~11:10 초등 105,000원 플루트(2:1) C C 토 10:40~11:30 초등 105,000원 플루트(2:1) D D 토 11:00~11:50 초등 105,000원 플루트(2:1) E E 토 11:20~12:10 초등 105,000원 플루트(2:1) F F 토 11:40~12:30 초등 105,000원 유소년 과학탐구 A A(1부) 토 13:00~13:50 초1~2 120,000원 *과학 체험 중심 이론 보강 프로그램 *교재비 26,000원 유소년 과학탐구 B A(2부) 토 14:00~14:50 초1~2 120,000원 유소년 과학탐구 C B(1부) 토 15:00~15:50 초3~4 120,000원 유소년 과학탐구 D B(2부) 토 16:00~16:50 초3~4 120,000원 유소년 과학탐구 E 토 14:00~14:50 6~7세 120,000원 Hello! English A A 일 10:00~10:40 5~6세 (21~22년생) 90,000원 *놀이와 노래로 배우는 영어 표현 *교재비 27,000원 Hello! English B B 일 10:50~11:30 6~7세 90,000원 Hello! English C C 일 11:40~12:20 6~7세 90,000원 동대문구시설관리공단 | 동대문구답십리도서관 [397, 1100, 794, 2246]
table-row: 브레인 바둑 교실 A 월 16:00~16:50 6세~초등 (21~14년생) 90,000원 *바둑의 원리와 규칙을 통한 집중력 향상 *교재비 13,000원 [7, 2061, 394, 2101]
table-row: 생각이 자라는 독서 토론 C C 수 17:00~17:50 6~7세 (20~21년생) 90,000원 [7, 1577, 394, 1605]
qr-code-icon[interactable] [734, 8, 784, 58]
table-row: 주산 암산 C C 목 15:00~15:50 7세~초등 90,000원 [404, 1349, 788, 1369]
table-row: 플루트(2:1) B 토 10:20~11:10 중등 이상 135,000원 [7, 787, 394, 805]
table-row: 초등 코딩(엔트리) 월 15:00~15:50 초등 90,000원 *엔트리를 활용한 프로젝트 체험 *교재비 20,000원 *노트북 개별지참 [7, 1793, 394, 1833]
table-row: 놀이 코딩 목 10:00~10:50 7세~초1 (20~19년생) 90,000원 *로봇,드론,코딩 등 다양한 체험 *재료비 50,000원 [404, 1447, 788, 1473]
table-row: 동화 레고 창작 A 월 16:00~16:50 5~7세 (20~22년생) 90,000원 *동화 연계 수업으로 사고력,창의력 증진 *교구재료비 60,000원 [7, 1993, 394, 2033]
logo-agency: 동대문구시설관리공단 [180, 1072, 238, 1079]
table-row: 일본어 회화 입문 목 17:30~18:50 중등 이상 105,000원 *일본 현지 회화 쉽게 배우기 *교재 개별지참 (기초부터 배우는 관광일본어 다락원) *기초:히라가나 가능 수강생 권장 [7, 697, 394, 733]
table-row: 쿠키 클레이 A A 화 16:00~16:50 7세~초2 (20~18년생) 90,000원 *클레이와 함께 창작 무한 만들기 *재료비 45,000원 *색채감 좋은 쿠키 만들기 [404, 1171, 788, 1197]
table-row: 한문한필 뜨개질 B 수 10:30~12:30 성인 105,000원 [7, 481, 394, 499]
table-row: 플루트(2:1) D D 토 11:00~11:50 초등 105,000원 [404, 1835, 788, 1855]
table-row: 플루트(2:1) E E 토 11:20~12:10 초등 105,000원 [404, 1855, 788, 1875]
table-row: 종이접기 A A 월 16:00~16:50 7세~초2 (20~18년생) 90,000원 *소근육 자극과 두뇌발달 *교재비 8,000원 *금수취득 지원 [404, 1125, 788, 1151]
schedule-row: 강의횟수 11회 12회 12회 12회 12회 12회 [288, 126, 787, 136]
table-row: 영어 그림책 읽기 금 10:00~10:50 초1~3 90,000원 *영어 그림책을 읽고 다양한 독후활동 *재료비 15,000원 [7, 1713, 394, 1753]
table-row: 플루트(2:1) A 토 10:00~10:50 중등 이상 135,000원 *화려하고 경쾌한 음색의 힐링 시간 *2:1 수업(20분 강습,30분 연습) *악기 개별 지참 *개인 레슨&소수 정예로 할인 제외 [7, 751, 394, 787]
table-row: 재미있는 어린이 한자 B B 목 17:00~17:50 초1~3 90,000원 [404, 1591, 788, 1611]
table-row: Hello! English B B 일 10:50~11:30 6~7세 90,000원 [404, 2027, 788, 2047]
